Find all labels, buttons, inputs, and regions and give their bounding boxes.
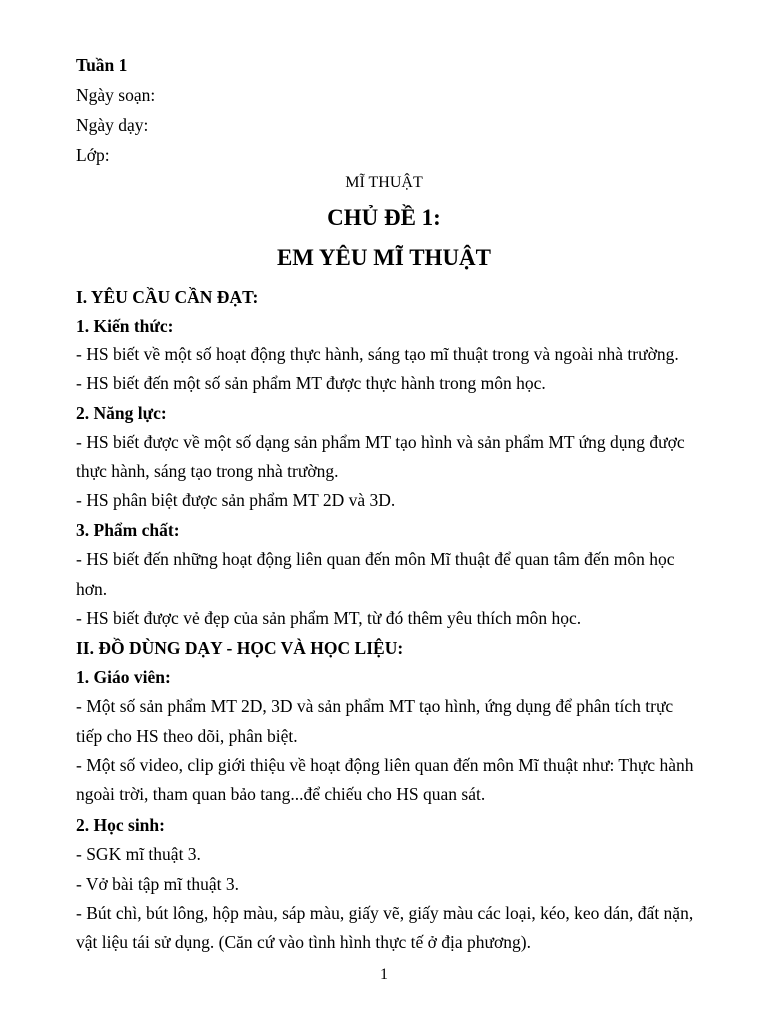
- student-heading: 2. Học sinh:: [76, 815, 165, 835]
- ability-line: - HS biết được về một số dạng sản phẩm MT tạo hình và sản phẩm MT ứng dụng được: [76, 432, 685, 452]
- teacher-line: - Một số sản phẩm MT 2D, 3D và sản phẩm MT tạo hình, ứng dụng để phân tích trực: [76, 696, 674, 716]
- student-line: - Vở bài tập mĩ thuật 3.: [76, 874, 240, 894]
- ability-heading: 2. Năng lực:: [76, 403, 167, 423]
- subject-title: MĨ THUẬT: [345, 174, 423, 191]
- knowledge-heading: 1. Kiến thức:: [76, 316, 174, 336]
- teacher-line: tiếp cho HS theo dõi, phân biệt.: [76, 726, 298, 746]
- teacher-line: - Một số video, clip giới thiệu về hoạt động liên quan đến môn Mĩ thuật như: Thực hành: [76, 755, 694, 775]
- teach-date-label: Ngày dạy:: [76, 115, 149, 135]
- ability-line: thực hành, sáng tạo trong nhà trường.: [76, 461, 339, 481]
- quality-heading: 3. Phẩm chất:: [76, 520, 180, 540]
- prep-date-label: Ngày soạn:: [76, 85, 156, 105]
- knowledge-line: - HS biết về một số hoạt động thực hành, sáng tạo mĩ thuật trong và ngoài nhà trường.: [76, 344, 679, 364]
- ability-line: - HS phân biệt được sản phẩm MT 2D và 3D.: [76, 490, 396, 510]
- quality-line: - HS biết đến những hoạt động liên quan đến môn Mĩ thuật để quan tâm đến môn học: [76, 549, 675, 569]
- teacher-heading: 1. Giáo viên:: [76, 667, 171, 687]
- section1-heading: I. YÊU CẦU CẦN ĐẠT:: [76, 287, 259, 307]
- page-number: 1: [380, 966, 388, 983]
- section2-heading: II. ĐỒ DÙNG DẠY - HỌC VÀ HỌC LIỆU:: [76, 638, 404, 658]
- class-label: Lớp:: [76, 145, 110, 165]
- student-line: - Bút chì, bút lông, hộp màu, sáp màu, giấy vẽ, giấy màu các loại, kéo, keo dán, đất nặn,: [76, 903, 694, 923]
- topic-number: CHỦ ĐỀ 1:: [327, 205, 441, 230]
- student-line: - SGK mĩ thuật 3.: [76, 844, 201, 864]
- quality-line: - HS biết được vẻ đẹp của sản phẩm MT, từ đó thêm yêu thích môn học.: [76, 608, 582, 628]
- student-line: vật liệu tái sử dụng. (Căn cứ vào tình hình thực tế ở địa phương).: [76, 932, 531, 952]
- teacher-line: ngoài trời, tham quan bảo tang...để chiếu cho HS quan sát.: [76, 784, 486, 804]
- week-label: Tuần 1: [76, 55, 128, 75]
- topic-title: EM YÊU MĨ THUẬT: [276, 245, 492, 270]
- quality-line: hơn.: [76, 579, 108, 599]
- knowledge-line: - HS biết đến một số sản phẩm MT được thực hành trong môn học.: [76, 373, 546, 393]
